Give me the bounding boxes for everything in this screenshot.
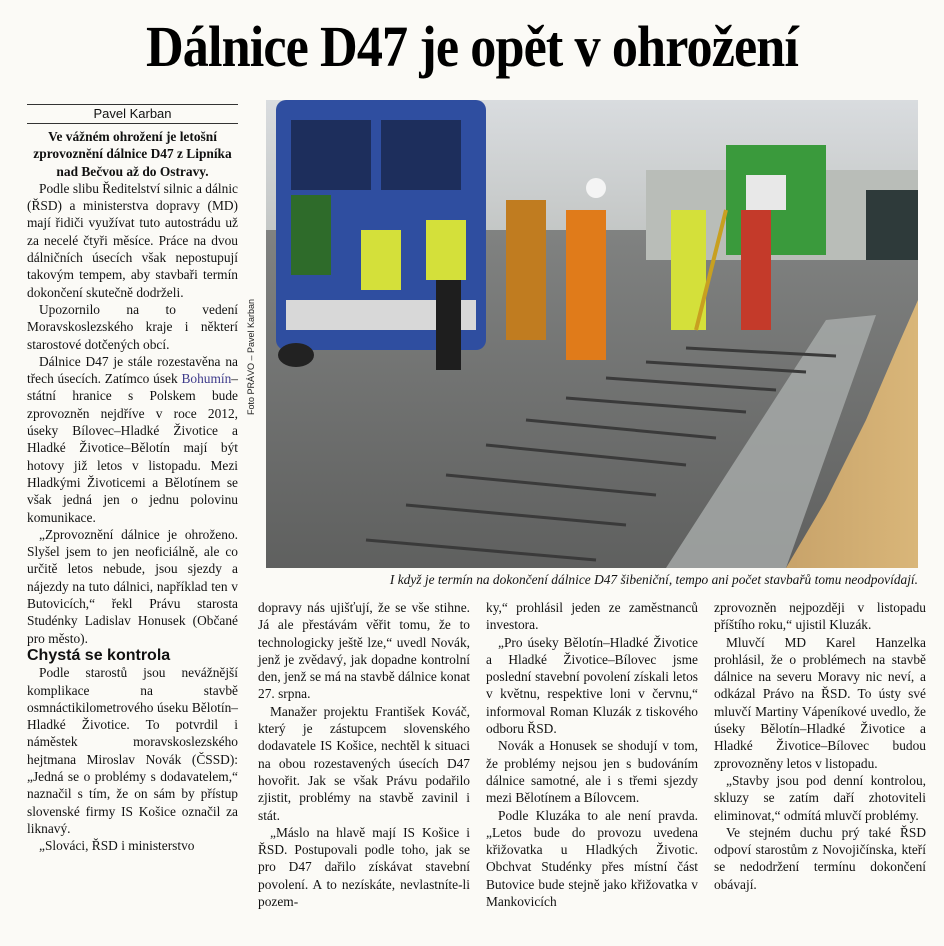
paragraph: Podle starostů jsou nevážnější komplikace na stavbě osmnáctikilometrového úseku Bělotín–Hladké Životice. To potvrdil i náměstek moravskoslezského hejtmana Miroslav Novák (ČSSD): „Jedná se o problémy s dodavatelem,“ naznačil s tím, že on sám by přístup slovenské firmy IS Košice označil za liknavý.: [27, 665, 238, 836]
paragraph: Manažer projektu František Kováč, který je zástupcem slovenského dodavatele IS Košice, nechtěl k situaci na obou rozestavených úsecích D47 hovořit. Jak se však Právu podařilo zjistit, problémy na stavbě zavinil i stát.: [258, 703, 470, 823]
column-1: [27, 128, 238, 854]
subheading: Chystá se kontrola: [27, 646, 171, 664]
lead-paragraph: Ve vážném ohrožení je letošní zprovoznění dálnice D47 z Lipníka nad Bečvou až do Ostravy.: [33, 129, 232, 179]
byline: Pavel Karban: [27, 104, 238, 124]
paragraph: „Zprovoznění dálnice je ohroženo. Slyšel jsem to jen neoficiálně, ale co určitě letos nebude, jsou sjezdy a nájezdy na tuto dálnici, například ten v Butovicích,“ řekl Právu starosta Studénky Ladislav Honusek (Občané pro město).: [27, 526, 238, 646]
paragraph: [27, 353, 238, 526]
photo-credit: Foto PRÁVO – Pavel Karban: [246, 298, 256, 415]
photo-caption: I když je termín na dokončení dálnice D47 šibeniční, tempo ani počet stavbařů tomu neodpovídají.: [389, 572, 918, 587]
paragraph: Ve stejném duchu prý také ŘSD odpoví starostům z Novojičínska, kteří se nedodržení termínu dokončení obávají.: [714, 824, 926, 892]
highlighted-place: Bohumín: [181, 371, 232, 387]
paragraph: Podle Kluzáka to ale není pravda. „Letos bude do provozu uvedena křižovatka u Hladkých Životic. Obchvat Studénky přes místní část Butovice bude stejně jako křižovatka v Mankovicích: [486, 807, 698, 910]
paragraph: Upozornilo na to vedení Moravskoslezského kraje i některí starostové dotčených obcí.: [27, 301, 238, 352]
construction-site-photo: [266, 100, 918, 568]
column-3: [486, 599, 698, 910]
paragraph: „Pro úseky Bělotín–Hladké Životice a Hladké Životice–Bílovec jsme poslední stavební povolení získali letos v květnu, respektive loni v červnu,“ informoval Roman Kluzák z tiskového odboru ŘSD.: [486, 634, 698, 737]
paragraph: zprovozněn nejpozději v listopadu příštího roku,“ ujistil Kluzák.: [714, 600, 926, 633]
text-run: Dálnice D47 je stále rozestavěna na třech úsecích. Zatímco úsek: [27, 353, 238, 387]
paragraph: „Máslo na hlavě mají IS Košice i ŘSD. Postupovali podle toho, jak se pro D47 dařilo získávat stavební povolení. A to nezískáte, nevlastníte-li pozem-: [258, 824, 470, 910]
headline: Dálnice D47 je opět v ohrožení: [146, 14, 798, 79]
column-4: [714, 599, 926, 893]
paragraph: ky,“ prohlásil jeden ze zaměstnanců investora.: [486, 600, 698, 633]
paragraph: Mluvčí MD Karel Hanzelka prohlásil, že o problémech na stavbě dálnice na severu Moravy nic neví, a odkázal Právo na ŘSD. To ústy své mluvčí Martiny Vápeníkové uvedlo, že úseky Bělotín–Hladké Životice a Hladké Životice–Bílovec budou zprovozněny letos v listopadu.: [714, 634, 926, 771]
article-photo: [266, 100, 918, 568]
paragraph: Novák a Honusek se shodují v tom, že problémy nejsou jen s budováním dálnice samotné, ale i s třemi sjezdy mezi Bělotínem a Bílovcem.: [486, 738, 698, 806]
column-2: [258, 599, 470, 910]
paragraph: Podle slibu Ředitelství silnic a dálnic (ŘSD) a ministerstva dopravy (MD) mají řidiči využívat tuto autostrádu už za necelé čtyři měsíce. Práce na dvou dálničních úsecích však nepostupují takovým tempem, aby stavbaři termín dokončení skutečně dodrželi.: [27, 180, 238, 300]
text-run: –státní hranice s Polskem bude zprovozněn nejdříve v roce 2012, úseky Bílovec–Hladké Životice a Hladké Životice–Bělotín mají být hotovy již letos v listopadu. Mezi Hladkými Životicemi a Bělotínem se však jedná jen o jednu polovinu komunikace.: [27, 371, 238, 525]
paragraph: „Stavby jsou pod denní kontrolou, skluzy se zatím daří zhotoviteli eliminovat,“ odmítá mluvčí problémy.: [714, 772, 926, 823]
paragraph: „Slováci, ŘSD i ministerstvo: [39, 838, 195, 854]
paragraph: dopravy nás ujišťují, že se vše stihne. Já ale přestávám věřit tomu, že to technologicky ještě lze,“ uvedl Novák, jenž je zvědavý, jak dopadne kontrolní den, jenž se má na stavbě dálnice konat 27. srpna.: [258, 600, 470, 702]
